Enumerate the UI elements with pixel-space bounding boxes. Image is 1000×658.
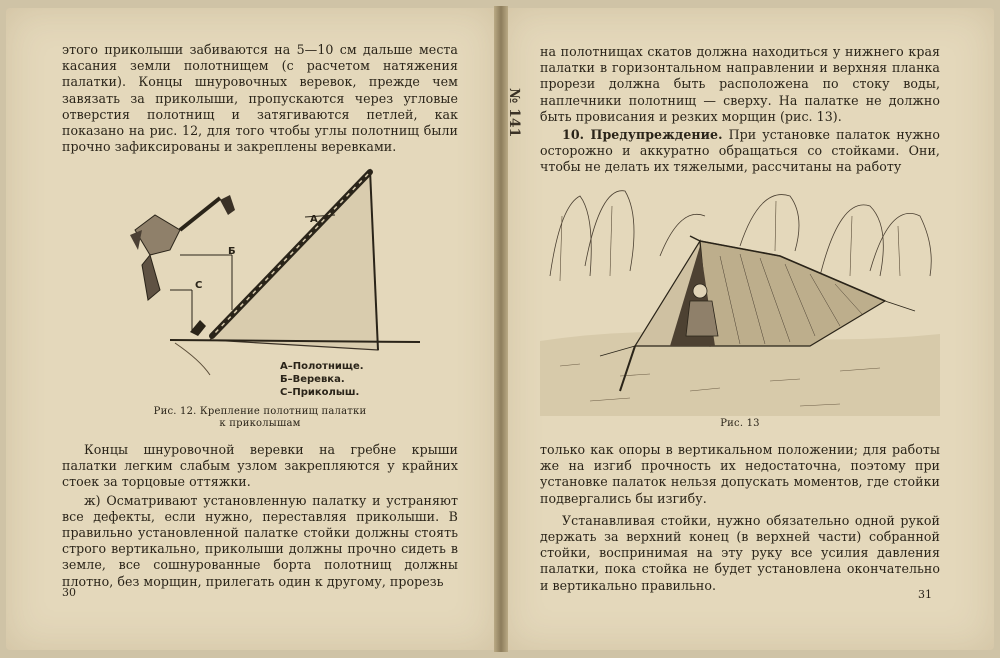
- right-paragraph-2: только как опоры в вертикальном положении; для работы же на изгиб прочность их недостаточна, поэтому при установке палаток нельзя допускать моментов, где стойки подвергались бы изгибу.: [540, 442, 940, 506]
- left-paragraphs-bottom: [62, 442, 458, 590]
- figure-12-illustration: [120, 160, 420, 390]
- left-page-number: 30: [62, 586, 76, 599]
- right-page-number: 31: [918, 588, 932, 601]
- figure-13-tent-illustration: [540, 176, 940, 416]
- legend-item-b: Б–Веревка.: [280, 374, 345, 385]
- left-paragraph-2: Концы шнуровочной веревки на гребне крыши палатки легким слабым узлом закрепляются у крайних стоек за торцовые оттяжки.: [62, 442, 458, 490]
- right-paragraphs-top: [540, 44, 940, 176]
- warning-paragraph: [540, 127, 940, 176]
- library-stamp: № 141: [506, 88, 522, 138]
- figure-13-caption: Рис. 13: [720, 418, 760, 429]
- left-paragraph-3: ж) Осматривают установленную палатку и устраняют все дефекты, если нужно, переставляя приколыши. В правильно установленной палатке стойки должны стоять строго вертикально, приколыши должны прочно сидеть в земле, все сошнурованные борта полотнищ должны плотно, без морщин, прилегать один к другому, прорезь: [62, 492, 458, 589]
- right-paragraphs-bottom: [540, 442, 940, 594]
- legend-item-a: А–Полотнище.: [280, 361, 364, 372]
- warning-label: 10. Предупреждение.: [562, 127, 723, 143]
- right-paragraph-3: Устанавливая стойки, нужно обязательно одной рукой держать за верхний конец (в верхней части) собранной стойки, воспринимая на эту руку все усилия давления палатки, пока стойка не будет установлена окончательно и вертикально правильно.: [540, 512, 940, 593]
- warning-text: При установке палаток нужно осторожно и аккуратно обращаться со стойками. Они, чтобы не делать их тяжелыми, рассчитаны на работу: [540, 127, 940, 175]
- left-paragraph-1-text: этого приколыши забиваются на 5—10 см дальше места касания земли полотнищем (с расчетом натяжения палатки). Концы шнуровочных веревок, прежде чем завязать за приколыши, пропускаются через угловые отверстия полотнищ и затягиваются петлей, как показано на рис. 12, для того чтобы углы полотнищ были прочно зафиксированы и закреплены веревками.: [62, 42, 458, 155]
- legend-item-c: С–Приколыш.: [280, 387, 360, 398]
- fig-label-c: С: [195, 280, 203, 291]
- fig-label-b: Б: [228, 246, 236, 257]
- caption-line-2: к приколышам: [219, 418, 301, 429]
- fig-label-a: А: [310, 214, 318, 225]
- left-paragraph-1: [62, 42, 458, 155]
- figure-12-legend: [280, 360, 364, 399]
- figure-12-caption: [130, 406, 390, 430]
- caption-line-1: Рис. 12. Крепление полотнищ палатки: [153, 406, 367, 417]
- right-paragraph-1: на полотнищах скатов должна находиться у нижнего края палатки в горизонтальном направлении и верхняя планка прорези должна быть расположена по стоку воды, наплечники полотнищ — сверху. На палатке не должно быть провисания и резких морщин (рис. 13).: [540, 44, 940, 124]
